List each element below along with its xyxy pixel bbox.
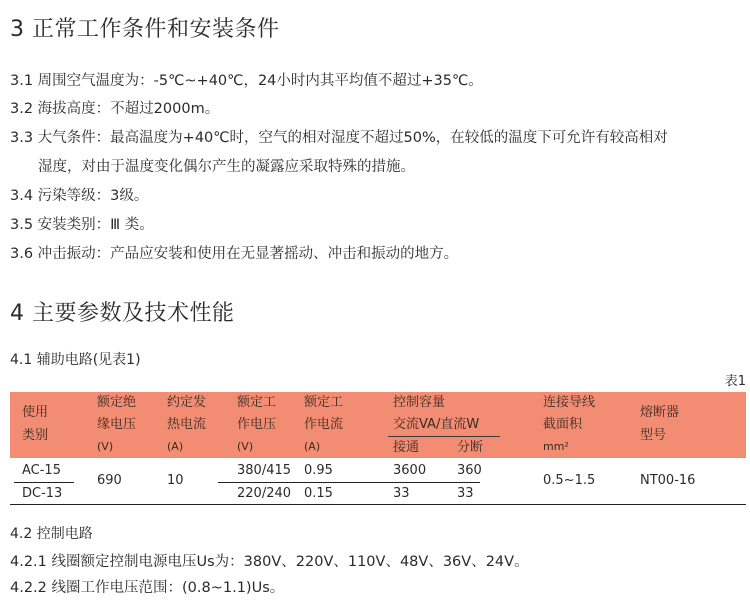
item-4-2-2: 4.2.2 线圈工作电压范围：(0.8~1.1)Us。 bbox=[10, 580, 285, 596]
section-4-title: 4 主要参数及技术性能 bbox=[10, 301, 235, 326]
shared-rated-insulation: 690 bbox=[97, 473, 122, 488]
item-3-6: 3.6 冲击振动：产品应安装和使用在无显著摇动、冲击和振动的地方。 bbox=[10, 246, 459, 262]
header-capacity-2: 交流VA/直流W bbox=[393, 417, 480, 432]
item-3-2: 3.2 海拔高度：不超过2000m。 bbox=[10, 101, 220, 117]
header-insulation-unit: (V) bbox=[97, 440, 114, 453]
header-fuse-1: 熔断器 bbox=[640, 405, 680, 420]
auxiliary-circuit-table bbox=[10, 392, 746, 506]
item-3-3-continued: 湿度，对由于温度变化偶尔产生的凝露应采取特殊的措施。 bbox=[38, 159, 415, 175]
table-bottom-border bbox=[10, 504, 746, 505]
row2-working-current: 0.15 bbox=[304, 486, 333, 501]
header-make: 接通 bbox=[393, 440, 420, 455]
table-label: 表1 bbox=[724, 374, 746, 389]
header-break: 分断 bbox=[457, 440, 484, 455]
header-thermal-2: 热电流 bbox=[167, 417, 207, 432]
header-conductor-1: 连接导线 bbox=[543, 395, 596, 410]
row2-category: DC-13 bbox=[22, 486, 63, 501]
row-divider-values bbox=[218, 482, 480, 483]
header-current-2: 作电流 bbox=[304, 417, 344, 432]
row1-break: 360 bbox=[457, 463, 482, 478]
header-current-unit: (A) bbox=[304, 440, 321, 453]
subsection-4-2-title: 4.2 控制电路 bbox=[10, 526, 93, 542]
header-capacity-divider bbox=[388, 436, 500, 437]
header-insulation-1: 额定绝 bbox=[97, 395, 137, 410]
header-voltage-2: 作电压 bbox=[237, 417, 277, 432]
row2-make: 33 bbox=[393, 486, 410, 501]
row1-working-voltage: 380/415 bbox=[237, 463, 292, 478]
item-4-2-1: 4.2.1 线圈额定控制电源电压Us为：380V、220V、110V、48V、36V、24V。 bbox=[10, 554, 529, 570]
item-3-5: 3.5 安装类别：Ⅲ 类。 bbox=[10, 217, 154, 233]
row2-break: 33 bbox=[457, 486, 474, 501]
row2-working-voltage: 220/240 bbox=[237, 486, 292, 501]
section-3-title: 3 正常工作条件和安装条件 bbox=[10, 17, 280, 42]
header-voltage-unit: (V) bbox=[237, 440, 254, 453]
header-capacity-1: 控制容量 bbox=[393, 395, 446, 410]
shared-thermal-current: 10 bbox=[167, 473, 184, 488]
row1-working-current: 0.95 bbox=[304, 463, 333, 478]
row1-make: 3600 bbox=[393, 463, 427, 478]
header-thermal-1: 约定发 bbox=[167, 395, 207, 410]
shared-conductor-area: 0.5~1.5 bbox=[543, 473, 596, 488]
row1-category: AC-15 bbox=[22, 463, 61, 478]
header-category-1: 使用 bbox=[22, 405, 49, 420]
header-category-2: 类别 bbox=[22, 428, 49, 443]
header-current-1: 额定工 bbox=[304, 395, 344, 410]
header-insulation-2: 缘电压 bbox=[97, 417, 137, 432]
header-voltage-1: 额定工 bbox=[237, 395, 277, 410]
item-3-4: 3.4 污染等级：3级。 bbox=[10, 188, 149, 204]
header-fuse-2: 型号 bbox=[640, 428, 667, 443]
header-conductor-unit: mm² bbox=[543, 440, 569, 453]
row-divider-category bbox=[14, 482, 74, 483]
subsection-4-1-title: 4.1 辅助电路(见表1) bbox=[10, 352, 141, 368]
header-thermal-unit: (A) bbox=[167, 440, 184, 453]
item-3-3: 3.3 大气条件：最高温度为+40℃时，空气的相对湿度不超过50%，在较低的温度下可允许有较高相对 bbox=[10, 130, 668, 146]
shared-fuse-model: NT00-16 bbox=[640, 473, 696, 488]
header-conductor-2: 截面积 bbox=[543, 417, 583, 432]
item-3-1: 3.1 周围空气温度为：-5℃~+40℃，24小时内其平均值不超过+35℃。 bbox=[10, 73, 483, 89]
